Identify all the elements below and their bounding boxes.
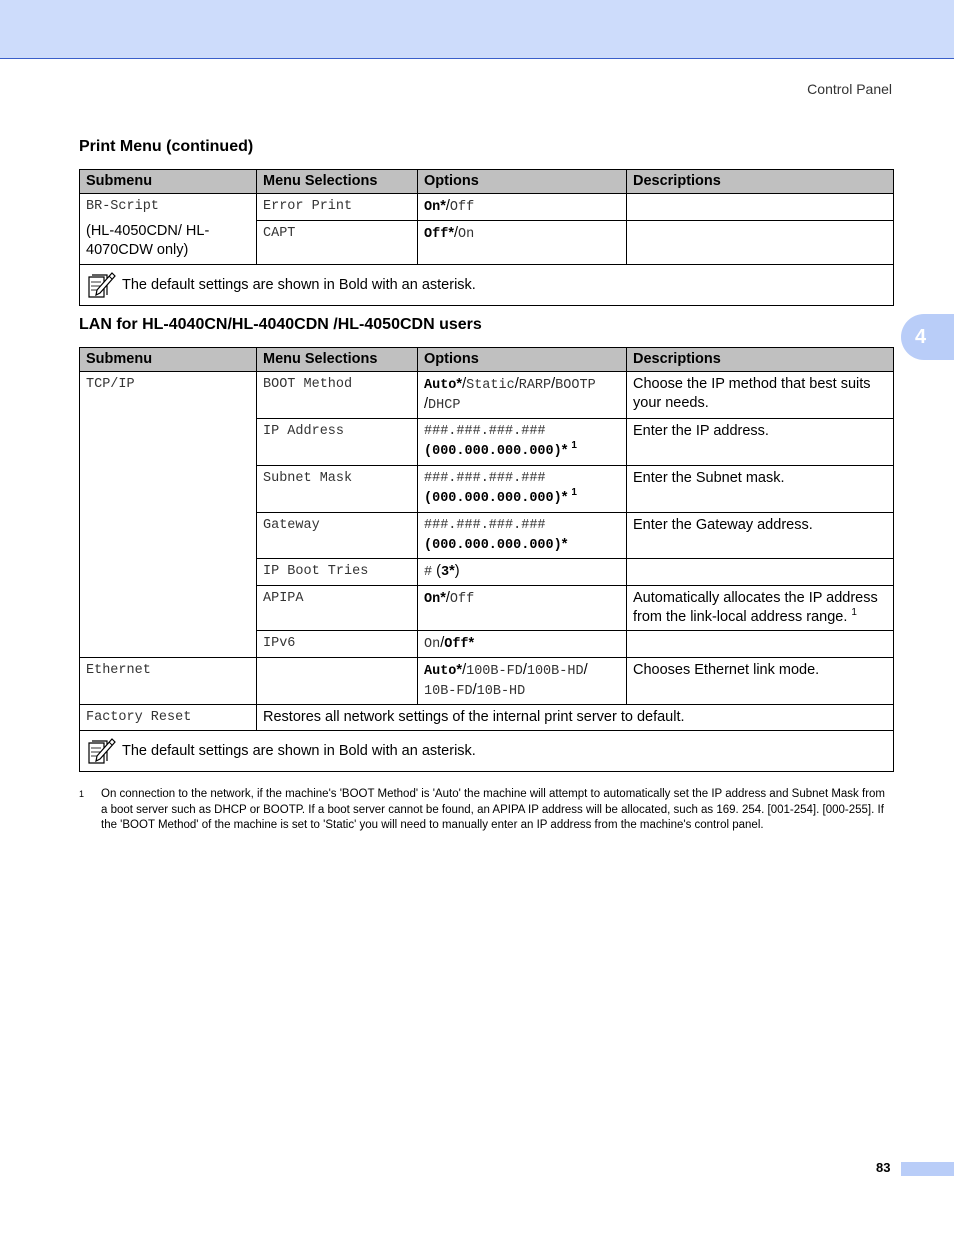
lan-menu-table — [79, 347, 894, 772]
col-header-menu-selections: Menu Selections — [257, 348, 418, 372]
col-header-submenu: Submenu — [80, 170, 257, 194]
footnote — [79, 787, 893, 834]
table-header-row — [80, 348, 894, 372]
description-cell: Enter the IP address. — [627, 419, 894, 466]
description-cell — [627, 221, 894, 265]
option-format: ###.###.###.### — [424, 518, 546, 533]
chapter-tab — [901, 314, 954, 360]
submenu-tcpip: TCP/IP — [80, 372, 257, 658]
selection-ip-boot-tries: IP Boot Tries — [257, 559, 418, 586]
option: 100B-HD — [526, 664, 584, 679]
option: Off — [449, 200, 475, 215]
footnote-ref: 1 — [571, 440, 577, 452]
col-header-descriptions: Descriptions — [627, 348, 894, 372]
col-header-menu-selections: Menu Selections — [257, 170, 418, 194]
selection-ip-address: IP Address — [257, 419, 418, 466]
page-number-bar — [901, 1162, 954, 1176]
option: On — [424, 637, 441, 652]
header-band — [0, 0, 954, 59]
description-cell: Enter the Gateway address. — [627, 513, 894, 559]
chapter-number: 4 — [915, 325, 927, 348]
option: BOOTP — [555, 378, 596, 393]
table-row — [80, 372, 894, 419]
option: 10B-FD — [424, 684, 473, 699]
pencil-note-icon — [86, 271, 116, 299]
description-cell: Enter the Subnet mask. — [627, 466, 894, 513]
description-cell: Choose the IP method that best suits your needs. — [627, 372, 894, 419]
selection-gateway: Gateway — [257, 513, 418, 559]
option: On — [458, 227, 475, 242]
description-text: Automatically allocates the IP address from the link-local address range. — [633, 590, 878, 625]
selection-capt: CAPT — [257, 221, 418, 265]
option: Static — [466, 378, 515, 393]
description-cell — [627, 586, 894, 631]
footnote-number: 1 — [79, 789, 85, 799]
note-text: The default settings are shown in Bold with an asterisk. — [122, 742, 476, 759]
submenu-ethernet: Ethernet — [80, 658, 257, 705]
option: # — [424, 565, 433, 580]
description-cell — [627, 194, 894, 221]
submenu-model-note: (HL-4050CDN/ HL-4070CDW only) — [86, 223, 210, 258]
option-default: Auto — [424, 664, 457, 679]
footnote-ref: 1 — [571, 487, 577, 499]
description-cell — [627, 559, 894, 586]
table-header-row — [80, 170, 894, 194]
note-row — [80, 731, 894, 772]
submenu-br-script: BR-Script — [86, 199, 159, 214]
options-cell: On*/Off — [418, 194, 627, 221]
option-default: Auto — [424, 378, 457, 393]
table-row — [80, 705, 894, 731]
options-cell: Auto*/Static/RARP/BOOTP /DHCP — [418, 372, 627, 419]
lan-menu-heading: LAN for HL-4040CN/HL-4040CDN /HL-4050CDN users — [79, 316, 482, 333]
submenu-factory-reset: Factory Reset — [80, 705, 257, 731]
page-number: 83 — [876, 1160, 891, 1175]
option: RARP — [518, 378, 552, 393]
options-cell: On/Off* — [418, 631, 627, 658]
option-default: Off — [424, 227, 449, 242]
col-header-options: Options — [418, 170, 627, 194]
col-header-descriptions: Descriptions — [627, 170, 894, 194]
options-cell: ###.###.###.### (000.000.000.000)* $^1$ — [418, 419, 627, 466]
option-default: 3 — [440, 565, 450, 580]
option-default: (000.000.000.000) — [424, 538, 562, 553]
selection-ethernet — [257, 658, 418, 705]
option: 10B-HD — [476, 684, 526, 699]
selection-subnet-mask: Subnet Mask — [257, 466, 418, 513]
table-row — [80, 194, 894, 221]
footnote-ref: 1 — [851, 607, 857, 619]
options-cell: # (3*) — [418, 559, 627, 586]
options-cell: Auto*/100B-FD/100B-HD/ 10B-FD/10B-HD — [418, 658, 627, 705]
option: DHCP — [428, 398, 461, 413]
running-title: Control Panel — [807, 81, 892, 97]
table-row — [80, 658, 894, 705]
note-row — [80, 265, 894, 306]
description-cell — [627, 631, 894, 658]
note-text: The default settings are shown in Bold with an asterisk. — [122, 276, 476, 293]
option: Off — [449, 592, 475, 607]
option-default: Off — [444, 637, 469, 652]
selection-boot-method: BOOT Method — [257, 372, 418, 419]
options-cell: On*/Off — [418, 586, 627, 631]
options-cell: ###.###.###.### (000.000.000.000)* — [418, 513, 627, 559]
print-menu-table — [79, 169, 894, 306]
description-cell: Restores all network settings of the internal print server to default. — [257, 705, 894, 731]
option: 100B-FD — [466, 664, 523, 679]
submenu-cell — [80, 194, 257, 265]
pencil-note-icon — [86, 737, 116, 765]
option-format: ###.###.###.### — [424, 424, 546, 439]
selection-apipa: APIPA — [257, 586, 418, 631]
col-header-submenu: Submenu — [80, 348, 257, 372]
options-cell: Off*/On — [418, 221, 627, 265]
selection-ipv6: IPv6 — [257, 631, 418, 658]
option-default: (000.000.000.000) — [424, 444, 562, 459]
option-default: (000.000.000.000) — [424, 491, 562, 506]
description-cell: Chooses Ethernet link mode. — [627, 658, 894, 705]
selection-error-print: Error Print — [257, 194, 418, 221]
option-format: ###.###.###.### — [424, 471, 546, 486]
col-header-options: Options — [418, 348, 627, 372]
options-cell: ###.###.###.### (000.000.000.000)* $^1$ — [418, 466, 627, 513]
option-default: On — [424, 200, 441, 215]
footnote-text: On connection to the network, if the machine's 'BOOT Method' is 'Auto' the machine will attempt to automatically set the IP address and Subnet Mask from a boot server such as DHCP or BOOTP. If a boot server cannot be found, an APIPA IP address will be allocated, such as 169. 254. [001-254]. [000-255]. If the 'BOOT Method' of the machine is set to 'Static' you will need to manually enter an IP address from the machine's control panel. — [101, 788, 885, 831]
print-menu-heading: Print Menu (continued) — [79, 138, 254, 155]
option-default: On — [424, 592, 441, 607]
